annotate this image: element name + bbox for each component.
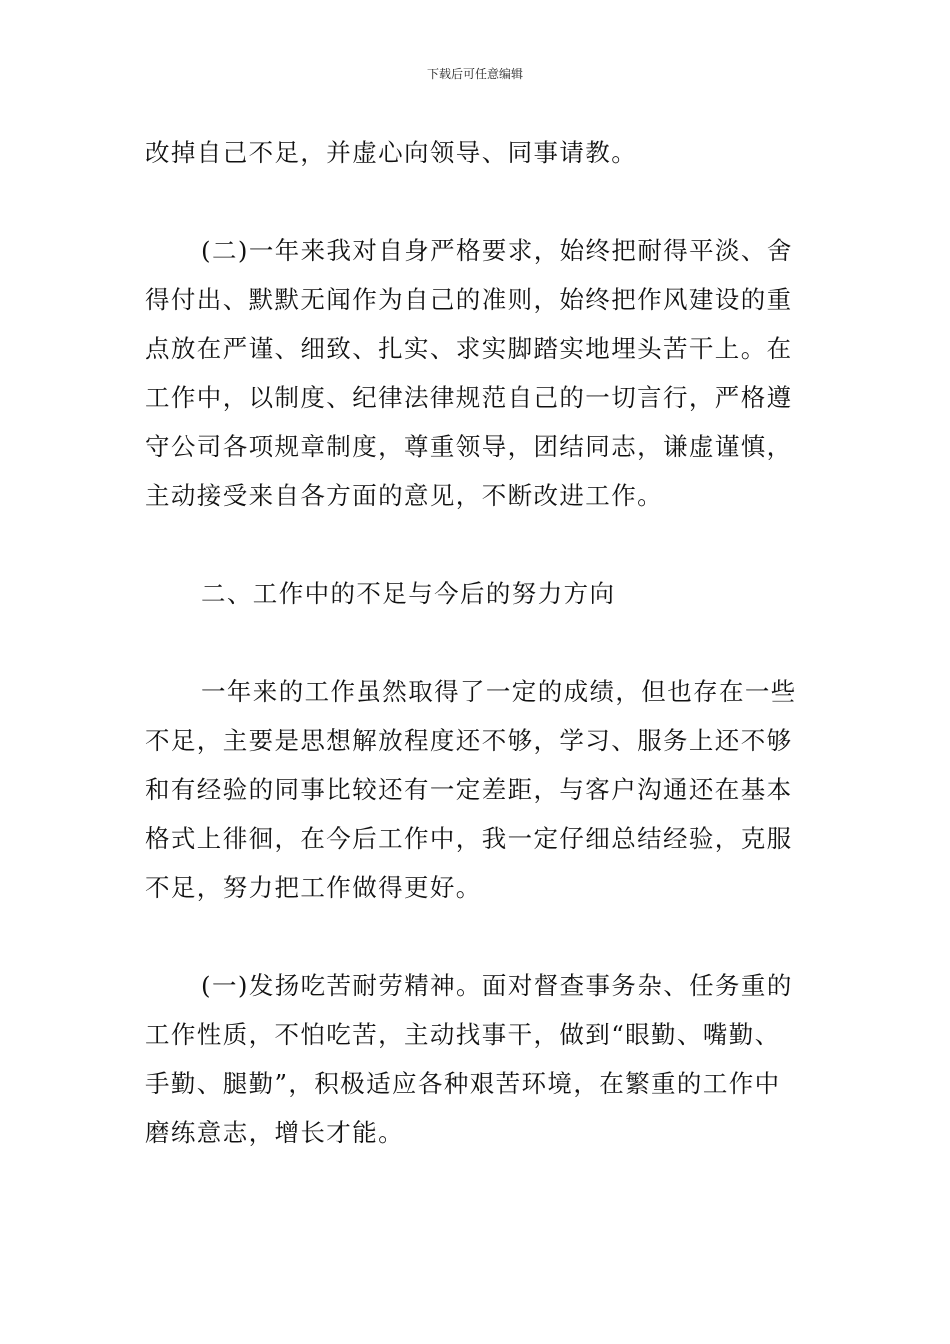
text-line: 手勤、腿勤”，积极适应各种艰苦环境，在繁重的工作中 xyxy=(145,1069,781,1098)
text-line: 点放在严谨、细致、扎实、求实脚踏实地埋头苦干上。在 xyxy=(145,334,793,363)
paragraph-gap xyxy=(145,177,809,226)
text-line: 和有经验的同事比较还有一定差距，与客户沟通还在基本 xyxy=(145,775,793,804)
page-header-note: 下载后可任意编辑 xyxy=(426,67,523,81)
paragraph-hardworking xyxy=(145,961,809,1157)
text-line: 不足，努力把工作做得更好。 xyxy=(145,873,482,902)
paragraph-continuation xyxy=(145,128,809,177)
text-line: 守公司各项规章制度，尊重领导，团结同志，谦虚谨慎， xyxy=(145,432,793,461)
text-line: 一年来的工作虽然取得了一定的成绩，但也存在一些 xyxy=(201,677,797,706)
text-line: 磨练意志，增长才能。 xyxy=(145,1118,404,1147)
paragraph-shortcomings xyxy=(145,667,809,912)
text-line: 二、工作中的不足与今后的努力方向 xyxy=(201,579,616,608)
paragraph-self-discipline xyxy=(145,226,809,520)
text-line: 主动接受来自各方面的意见，不断改进工作。 xyxy=(145,481,663,510)
paragraph-gap xyxy=(145,618,809,667)
document-body xyxy=(145,128,809,1157)
text-line: 工作性质，不怕吃苦，主动找事干，做到“眼勤、嘴勤、 xyxy=(145,1020,781,1049)
paragraph-gap xyxy=(145,912,809,961)
text-line: (一)发扬吃苦耐劳精神。面对督查事务杂、任务重的 xyxy=(201,971,793,1000)
text-line: 不足，主要是思想解放程度还不够，学习、服务上还不够 xyxy=(145,726,793,755)
section-heading xyxy=(145,569,809,618)
paragraph-gap xyxy=(145,520,809,569)
text-line: 改掉自己不足，并虚心向领导、同事请教。 xyxy=(145,138,638,167)
text-line: 格式上徘徊，在今后工作中，我一定仔细总结经验，克服 xyxy=(145,824,793,853)
text-line: 得付出、默默无闻作为自己的准则，始终把作风建设的重 xyxy=(145,285,793,314)
text-line: 工作中，以制度、纪律法律规范自己的一切言行，严格遵 xyxy=(145,383,793,412)
text-line: (二)一年来我对自身严格要求，始终把耐得平淡、舍 xyxy=(201,236,793,265)
